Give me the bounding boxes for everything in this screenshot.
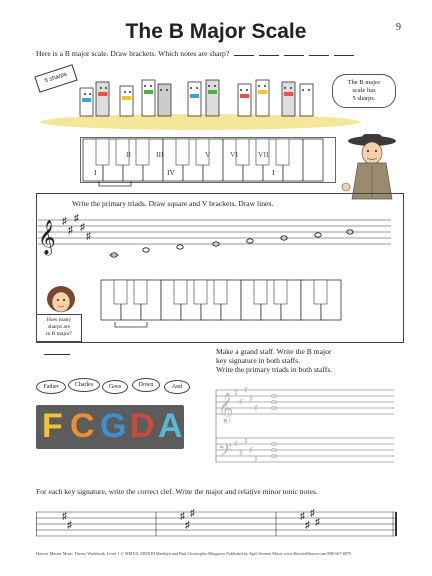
instruction-line: key signature in both staffs. <box>216 356 301 365</box>
keyboard-characters-illustration <box>30 70 370 132</box>
bracket <box>114 321 154 329</box>
scale-keyboard <box>80 137 336 183</box>
svg-text:♯: ♯ <box>67 520 72 531</box>
page-footer: Hoover Masser Music Theory Workbook, Level 1 © MMXII, MMXIII Madalyn and Paul Christopher Rhogavey Published by April Avenue Music www.HooverMasser.com 888-567-8878 <box>36 551 352 556</box>
bracket <box>98 180 138 188</box>
mnemonic-word: Charles <box>68 378 100 392</box>
answer-blank[interactable] <box>234 49 254 56</box>
triads-instruction: Write the primary triads. Draw square and V brackets. Draw lines. <box>72 199 274 208</box>
roman-numeral-III: III <box>156 150 164 159</box>
svg-text:♯: ♯ <box>74 213 79 224</box>
intro-instruction <box>36 49 406 58</box>
roman-numeral-V: V <box>205 150 211 159</box>
instruction-line: Make a grand staff. Write the B major <box>216 347 332 356</box>
sharp-order-banner <box>36 405 184 449</box>
roman-numeral-VI: VI <box>230 150 239 159</box>
speech-line: scale has <box>352 87 376 94</box>
speech-line: 5 sharps. <box>352 95 376 102</box>
mnemonic-word: Down <box>132 378 160 392</box>
mnemonic-word: Father <box>36 380 66 394</box>
girl-character-illustration <box>44 285 78 315</box>
svg-text:♯: ♯ <box>244 385 248 394</box>
sharp-letter: A <box>158 407 183 445</box>
roman-numeral-I: I <box>94 168 97 177</box>
answer-blank[interactable] <box>309 49 329 56</box>
sharp-letter: G <box>100 407 127 445</box>
svg-text:♯: ♯ <box>254 403 258 412</box>
svg-text:♯: ♯ <box>62 511 67 522</box>
svg-text:♯: ♯ <box>244 436 248 445</box>
svg-text:𝄞: 𝄞 <box>38 220 56 255</box>
roman-numeral-VII: VII <box>258 150 269 159</box>
svg-text:♯: ♯ <box>234 388 238 397</box>
answer-blank[interactable] <box>284 49 304 56</box>
sign-line: sharps are <box>47 324 71 330</box>
sharp-letter: F <box>42 407 63 445</box>
sign-line: How many <box>46 317 72 323</box>
roman-numeral-I: I <box>272 168 275 177</box>
key-signature-instruction: For each key signature, write the correct clef. Write the major and relative minor tonic notes. <box>36 487 318 496</box>
sign-line: in B major? <box>46 331 72 337</box>
intro-instruction-text: Here is a B major scale. Draw brackets. Which notes are sharp? <box>36 49 230 58</box>
mnemonic-word: Goes <box>102 380 128 394</box>
five-sharps-sign: 5 sharps <box>34 64 77 93</box>
svg-text:♯: ♯ <box>62 216 67 227</box>
svg-text:♯: ♯ <box>254 454 258 463</box>
svg-text:♯: ♯ <box>180 511 185 522</box>
sharp-letter: D <box>130 407 155 445</box>
mnemonic-word: And <box>164 380 190 394</box>
svg-text:♯: ♯ <box>305 520 310 531</box>
speech-line: The B major <box>347 79 381 86</box>
grand-staff <box>212 380 398 470</box>
svg-text:♯: ♯ <box>80 222 85 233</box>
svg-text:♯: ♯ <box>68 225 73 236</box>
svg-text:♯: ♯ <box>300 511 305 522</box>
page-number: 9 <box>396 22 401 33</box>
roman-numeral-IV: IV <box>167 168 176 177</box>
how-many-sharps-sign <box>36 314 82 342</box>
instruction-line: Write the primary triads in both staffs. <box>216 365 333 374</box>
svg-text:♯: ♯ <box>185 520 190 531</box>
svg-text:♯: ♯ <box>234 439 238 448</box>
roman-numeral-II: II <box>126 150 132 159</box>
svg-text:♯: ♯ <box>239 448 243 457</box>
svg-text:♯: ♯ <box>249 394 253 403</box>
key-signature-staff <box>36 502 398 542</box>
keyboard-keys <box>81 138 335 182</box>
speech-bubble <box>332 74 396 108</box>
svg-text:♯: ♯ <box>315 517 320 528</box>
answer-blank[interactable] <box>44 354 70 355</box>
answer-blank[interactable] <box>334 49 354 56</box>
sharp-letter: C <box>70 407 95 445</box>
svg-text:♯: ♯ <box>249 445 253 454</box>
svg-text:♯: ♯ <box>239 397 243 406</box>
grand-staff-instruction <box>216 347 406 374</box>
svg-text:♯: ♯ <box>190 508 195 519</box>
svg-text:♯: ♯ <box>86 231 91 242</box>
triads-keyboard <box>100 252 350 322</box>
detective-character-illustration <box>340 133 400 201</box>
answer-blank[interactable] <box>259 49 279 56</box>
svg-text:𝄢: 𝄢 <box>218 441 233 466</box>
svg-text:𝄞: 𝄞 <box>218 393 234 423</box>
page-title: The B Major Scale <box>125 20 307 43</box>
svg-text:♯: ♯ <box>310 508 315 519</box>
